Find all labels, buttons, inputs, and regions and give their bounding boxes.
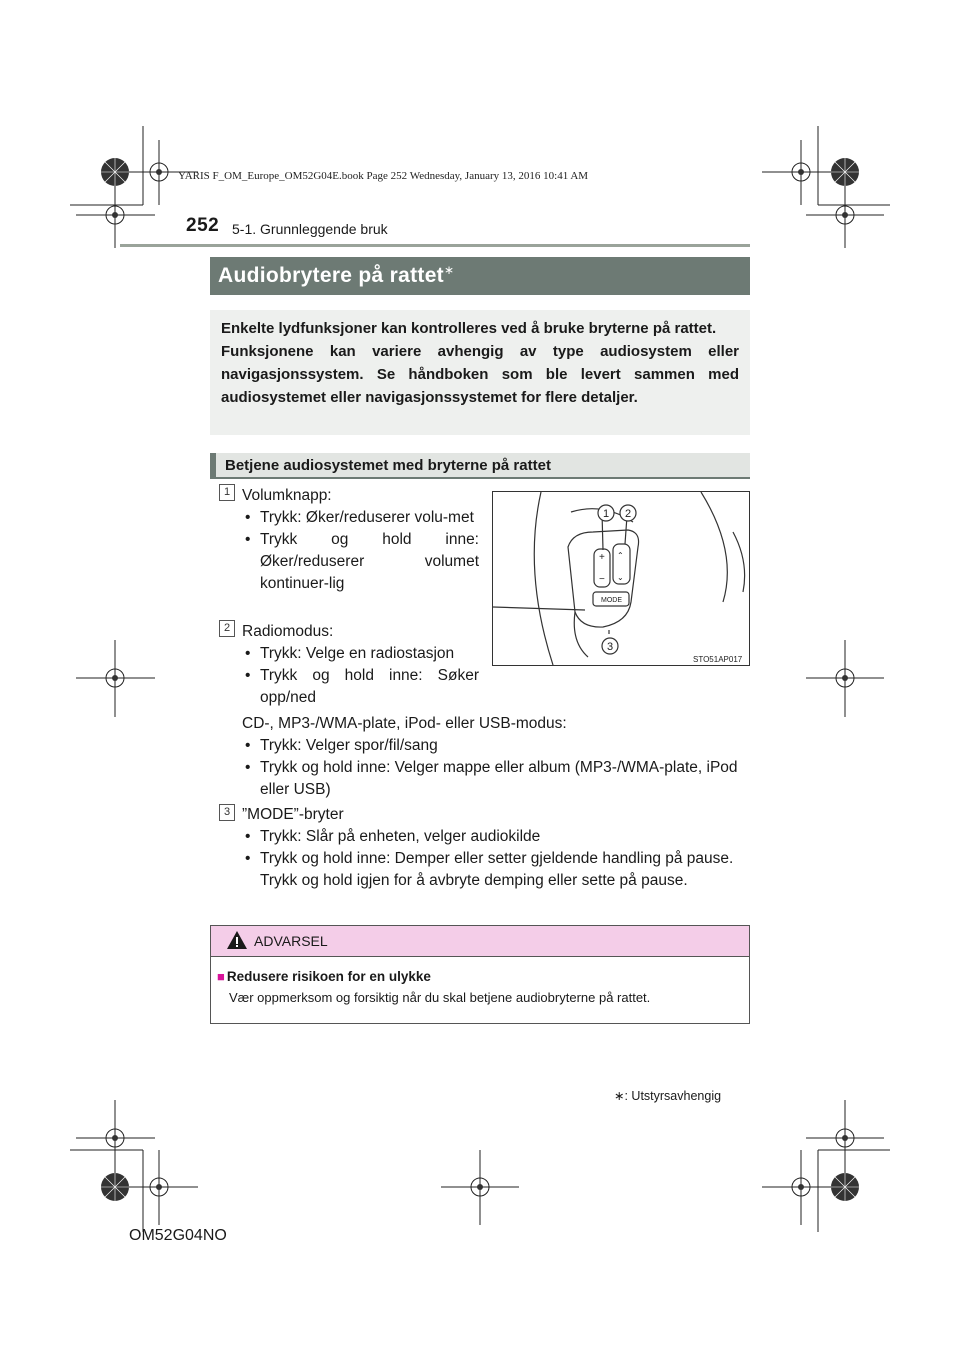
item-3-bullet-2: • Trykk og hold inne: Demper eller setter gjeldende handling på pause. — [243, 848, 750, 870]
svg-text:⌃: ⌃ — [617, 551, 624, 560]
intro-paragraph-1: Enkelte lydfunksjoner kan kontrolleres ved å bruke bryterne på rattet. — [221, 320, 717, 337]
item-3 — [242, 804, 750, 892]
item-3-label: ”MODE”-bryter — [242, 806, 344, 823]
svg-text:+: + — [599, 552, 605, 563]
item-2 — [242, 621, 479, 709]
mode-key-label: MODE — [601, 597, 622, 604]
intro-box — [210, 310, 750, 435]
intro-paragraph-2: Funksjonene kan variere avhengig av type audiosystem eller navigasjonssystem. Se håndboken som ble levert sammen med audiosystemet eller navigasjonssystemet for flere detaljer. — [221, 343, 739, 406]
title-asterisk: ∗ — [443, 263, 455, 277]
item-1-label: Volumknapp: — [242, 487, 332, 504]
item-2-extra — [242, 713, 750, 801]
svg-text:⌄: ⌄ — [617, 573, 624, 582]
header-rule — [120, 244, 750, 247]
item-2-bullet-2: • Trykk og hold inne: Søker opp/ned — [243, 665, 479, 709]
section-title: 5-1. Grunnleggende bruk — [232, 221, 388, 237]
item-2-extra-bullet-1: • Trykk: Velger spor/fil/sang — [243, 735, 750, 757]
callout-1: 1 — [602, 508, 610, 520]
item-2-extra-label: CD-, MP3-/WMA-plate, iPod- eller USB-modus: — [242, 715, 567, 732]
book-info-line: YARIS F_OM_Europe_OM52G04E.book Page 252 Wednesday, January 13, 2016 10:41 AM — [178, 170, 589, 182]
warning-text: Vær oppmerksom og forsiktig når du skal betjene audiobryterne på rattet. — [229, 990, 651, 1005]
subheading-bar — [210, 453, 750, 479]
page-number: 252 — [186, 215, 220, 236]
warning-label: ADVARSEL — [254, 933, 328, 949]
item-number-2: 2 — [219, 620, 235, 637]
square-bullet-icon: ■ — [217, 969, 225, 984]
warning-box — [210, 925, 750, 1024]
warning-header — [211, 926, 749, 957]
warning-heading: Redusere risikoen for en ulykke — [226, 969, 431, 984]
item-3-bullet-1: • Trykk: Slår på enheten, velger audiokilde — [243, 826, 750, 848]
warning-heading-row — [217, 969, 431, 984]
figure-code: STO51AP017 — [693, 655, 743, 664]
item-1-bullet-1: • Trykk: Øker/reduserer volu-met — [243, 507, 479, 529]
subheading: Betjene audiosystemet med bryterne på rattet — [225, 457, 551, 474]
title-bar — [210, 257, 750, 295]
steering-switch-illustration — [493, 492, 749, 665]
warning-triangle-icon — [226, 930, 248, 950]
item-2-extra-bullet-2: • Trykk og hold inne: Velger mappe eller album (MP3-/WMA-plate, iPod eller USB) — [243, 757, 750, 801]
footnote: ∗: Utstyrsavhengig — [614, 1089, 722, 1103]
callout-2: 2 — [624, 508, 632, 520]
item-1-bullet-2: • Trykk og hold inne: Øker/reduserer volumet kontinuer-lig — [243, 529, 479, 595]
item-number-3: 3 — [219, 804, 235, 821]
item-2-label: Radiomodus: — [242, 623, 334, 640]
item-1 — [242, 485, 479, 595]
page-title: Audiobrytere på rattet∗ — [218, 263, 455, 287]
item-number-1: 1 — [219, 484, 235, 501]
document-code: OM52G04NO — [129, 1227, 227, 1244]
svg-text:−: − — [599, 574, 605, 585]
item-2-bullet-1: • Trykk: Velge en radiostasjon — [243, 643, 479, 665]
callout-3: 3 — [606, 641, 614, 653]
item-3-continuation: Trykk og hold igjen for å avbryte demping eller sette på pause. — [260, 872, 688, 889]
steering-switch-figure — [492, 491, 750, 666]
